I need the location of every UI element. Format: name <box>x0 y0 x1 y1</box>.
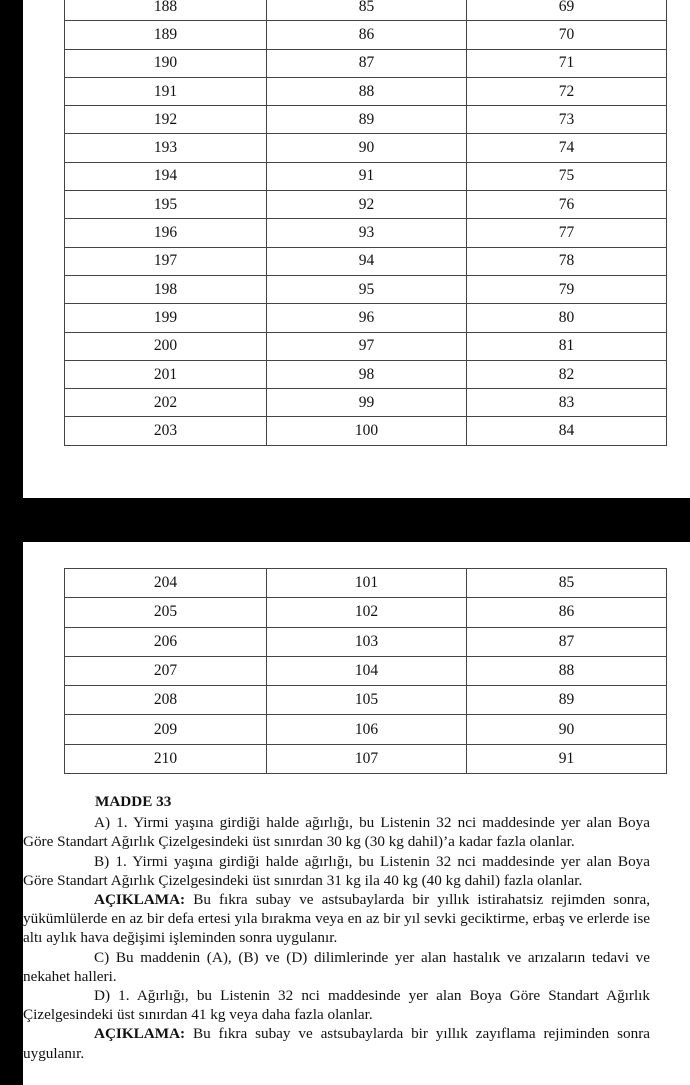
paragraph-body: D) 1. Ağırlığı, bu Listenin 32 nci maddesinde yer alan Boya Göre Standart Ağırlık Çizelgesindeki üst sınırdan 41 kg veya daha fazla olanlar. <box>23 987 650 1024</box>
table-row <box>65 417 667 445</box>
cell-height: 198 <box>65 275 267 303</box>
cell-weight: 93 <box>267 219 467 247</box>
cell-min: 89 <box>467 686 667 715</box>
table-row <box>65 304 667 332</box>
cell-weight: 100 <box>267 417 467 445</box>
cell-height: 199 <box>65 304 267 332</box>
cell-weight: 86 <box>267 21 467 49</box>
page-bottom <box>23 542 690 1085</box>
page-top <box>23 0 690 498</box>
cell-min: 85 <box>467 569 667 598</box>
article-heading: MADDE 33 <box>95 793 172 810</box>
table-row <box>65 21 667 49</box>
cell-weight: 96 <box>267 304 467 332</box>
cell-height: 207 <box>65 656 267 685</box>
table-row <box>65 162 667 190</box>
cell-height: 201 <box>65 360 267 388</box>
table-row <box>65 686 667 715</box>
cell-weight: 92 <box>267 191 467 219</box>
table-row <box>65 275 667 303</box>
cell-min: 86 <box>467 598 667 627</box>
cell-height: 191 <box>65 77 267 105</box>
cell-height: 194 <box>65 162 267 190</box>
cell-weight: 103 <box>267 627 467 656</box>
paragraph-b <box>23 852 650 890</box>
cell-min: 88 <box>467 656 667 685</box>
cell-weight: 95 <box>267 275 467 303</box>
cell-min: 73 <box>467 106 667 134</box>
cell-height: 202 <box>65 389 267 417</box>
table-row <box>65 106 667 134</box>
paragraph-explanation-2 <box>23 1024 650 1062</box>
cell-height: 190 <box>65 49 267 77</box>
table-row <box>65 598 667 627</box>
cell-weight: 87 <box>267 49 467 77</box>
cell-min: 76 <box>467 191 667 219</box>
table-row <box>65 656 667 685</box>
paragraph-label: AÇIKLAMA: <box>94 891 186 909</box>
table-row <box>65 191 667 219</box>
paragraph-body: C) Bu maddenin (A), (B) ve (D) dilimlerinde yer alan hastalık ve arızaların tedavi ve nekahet halleri. <box>23 948 650 985</box>
table-row <box>65 247 667 275</box>
table-row <box>65 569 667 598</box>
table-row <box>65 0 667 21</box>
paragraph-body: B) 1. Yirmi yaşına girdiği halde ağırlığı, bu Listenin 32 nci maddesinde yer alan Boya Göre Standart Ağırlık Çizelgesindeki üst sınırdan 31 kg ila 40 kg (40 kg dahil) fazla olanlar. <box>23 852 650 889</box>
cell-min: 75 <box>467 162 667 190</box>
table-row <box>65 627 667 656</box>
cell-weight: 99 <box>267 389 467 417</box>
cell-min: 87 <box>467 627 667 656</box>
cell-min: 83 <box>467 389 667 417</box>
cell-min: 74 <box>467 134 667 162</box>
table-row <box>65 49 667 77</box>
cell-weight: 98 <box>267 360 467 388</box>
cell-height: 193 <box>65 134 267 162</box>
cell-height: 195 <box>65 191 267 219</box>
table-bottom <box>64 568 667 774</box>
cell-weight: 101 <box>267 569 467 598</box>
paragraph-d <box>23 986 650 1024</box>
cell-height: 209 <box>65 715 267 744</box>
cell-weight: 89 <box>267 106 467 134</box>
cell-weight: 105 <box>267 686 467 715</box>
table-row <box>65 219 667 247</box>
cell-min: 71 <box>467 49 667 77</box>
cell-height: 188 <box>65 0 267 21</box>
paragraph-explanation-1 <box>23 890 650 948</box>
paragraph-a <box>23 813 650 851</box>
cell-min: 70 <box>467 21 667 49</box>
cell-min: 81 <box>467 332 667 360</box>
cell-weight: 107 <box>267 744 467 773</box>
cell-height: 205 <box>65 598 267 627</box>
cell-height: 204 <box>65 569 267 598</box>
cell-min: 80 <box>467 304 667 332</box>
cell-height: 206 <box>65 627 267 656</box>
table-row <box>65 332 667 360</box>
cell-min: 77 <box>467 219 667 247</box>
cell-weight: 90 <box>267 134 467 162</box>
paragraph-c <box>23 948 650 986</box>
table-row <box>65 715 667 744</box>
paragraph-body: A) 1. Yirmi yaşına girdiği halde ağırlığı, bu Listenin 32 nci maddesinde yer alan Boya Göre Standart Ağırlık Çizelgesindeki üst sınırdan 30 kg (30 kg dahil)’a kadar fazla olanlar. <box>23 814 650 851</box>
cell-height: 192 <box>65 106 267 134</box>
cell-height: 200 <box>65 332 267 360</box>
table-row <box>65 744 667 773</box>
cell-weight: 97 <box>267 332 467 360</box>
cell-height: 208 <box>65 686 267 715</box>
cell-weight: 94 <box>267 247 467 275</box>
cell-height: 196 <box>65 219 267 247</box>
cell-min: 84 <box>467 417 667 445</box>
cell-min: 82 <box>467 360 667 388</box>
table-row <box>65 134 667 162</box>
paragraph-body: Bu fıkra subay ve astsubaylarda bir yıllık istirahatsiz rejimden sonra, yükümlülerde en az bir defa ertesi yıla bırakma veya en az bir yıl sevki geciktirme, erbaş ve erlerde ise altı aylık hava değişimi işleminden sonra uygulanır. <box>23 891 650 947</box>
cell-min: 69 <box>467 0 667 21</box>
cell-height: 197 <box>65 247 267 275</box>
cell-weight: 106 <box>267 715 467 744</box>
cell-weight: 88 <box>267 77 467 105</box>
cell-weight: 91 <box>267 162 467 190</box>
table-row <box>65 360 667 388</box>
cell-min: 79 <box>467 275 667 303</box>
table-top <box>64 0 667 446</box>
paragraph-label: AÇIKLAMA: <box>94 1025 186 1043</box>
paragraph-body: Bu fıkra subay ve astsubaylarda bir yıllık zayıflama rejiminden sonra uygulanır. <box>23 1025 650 1062</box>
cell-height: 189 <box>65 21 267 49</box>
table-row <box>65 77 667 105</box>
table-row <box>65 389 667 417</box>
cell-min: 91 <box>467 744 667 773</box>
cell-height: 203 <box>65 417 267 445</box>
cell-weight: 104 <box>267 656 467 685</box>
cell-weight: 102 <box>267 598 467 627</box>
cell-min: 72 <box>467 77 667 105</box>
article-text <box>23 792 650 1063</box>
cell-height: 210 <box>65 744 267 773</box>
cell-min: 90 <box>467 715 667 744</box>
cell-weight: 85 <box>267 0 467 21</box>
cell-min: 78 <box>467 247 667 275</box>
